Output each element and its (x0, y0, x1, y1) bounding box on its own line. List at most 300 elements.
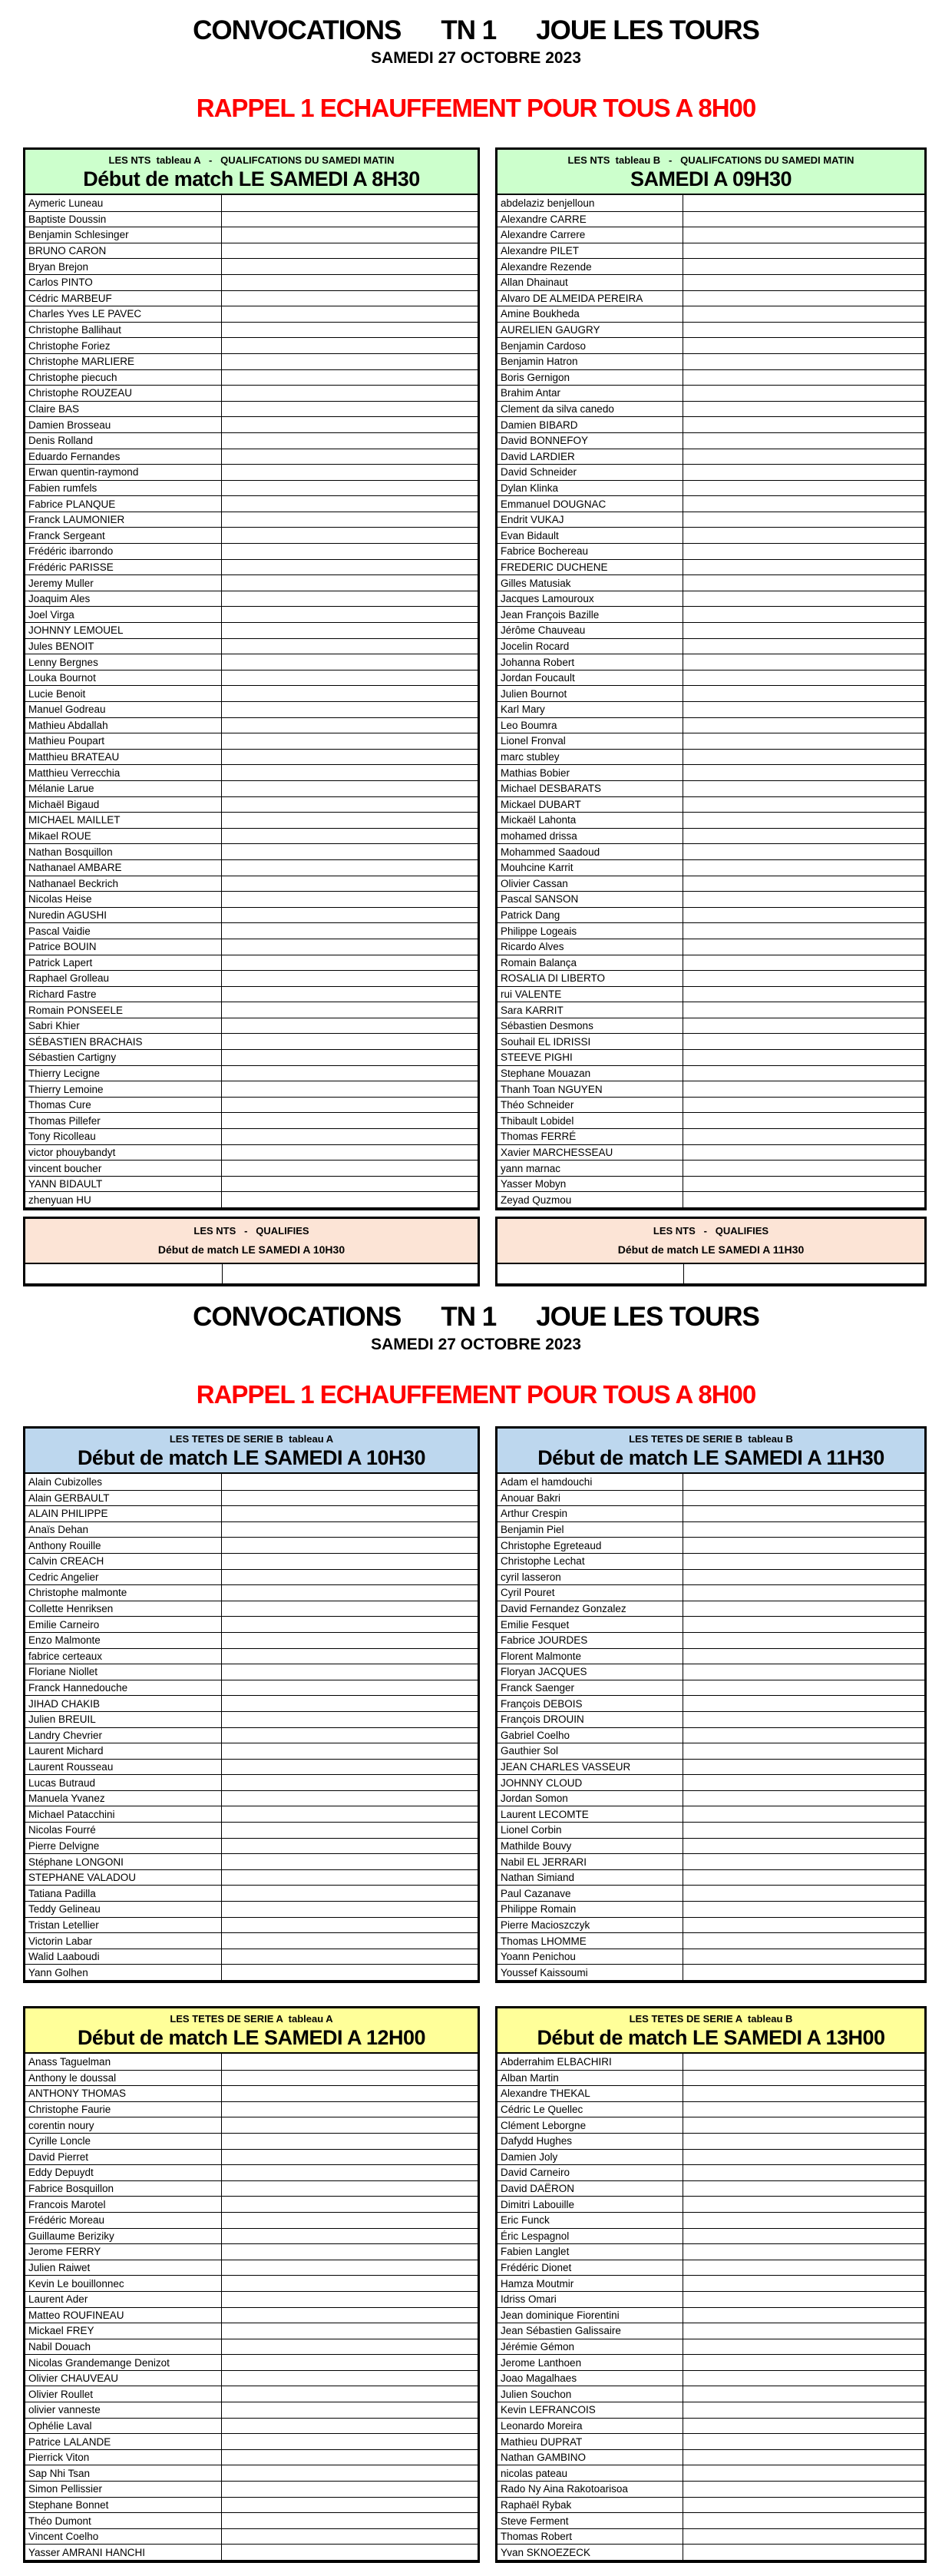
empty-cell (222, 1113, 478, 1128)
empty-cell (222, 2197, 478, 2212)
empty-cell (683, 338, 924, 353)
table-row (25, 306, 478, 322)
table-row (25, 2402, 478, 2418)
table-row (25, 1838, 478, 1854)
empty-cell (222, 987, 478, 1002)
table-row (497, 1806, 924, 1822)
empty-cell (683, 354, 924, 369)
table-row (497, 1474, 924, 1490)
player-name: Fabrice Bosquillon (25, 2181, 222, 2197)
table-row (497, 559, 924, 575)
table-row (25, 1664, 478, 1680)
table-row (497, 638, 924, 654)
empty-cell (222, 2513, 478, 2528)
table-row (25, 2512, 478, 2528)
player-name: rui VALENTE (497, 987, 683, 1002)
table-row (497, 2370, 924, 2386)
player-name: Leonardo Moreira (497, 2419, 683, 2434)
player-name: Alexandre Rezende (497, 259, 683, 274)
empty-cell (222, 2276, 478, 2291)
empty-cell (222, 1601, 478, 1617)
player-name: Gauthier Sol (497, 1743, 683, 1759)
player-name: Matthieu Verrecchia (25, 765, 222, 780)
empty-cell (222, 733, 478, 749)
player-name: ALAIN PHILIPPE (25, 1506, 222, 1521)
table-row (497, 1743, 924, 1759)
player-name: Erwan quentin-raymond (25, 465, 222, 480)
player-name: Benjamin Hatron (497, 354, 683, 369)
empty-cell (222, 718, 478, 733)
empty-cell (222, 1506, 478, 1521)
table-qualifies-b-header (497, 1219, 924, 1264)
table-row (25, 1081, 478, 1097)
table-row (25, 2339, 478, 2355)
player-name: Stéphane LONGONI (25, 1854, 222, 1869)
table-row (497, 401, 924, 417)
table-row (25, 464, 478, 480)
table-row (25, 922, 478, 939)
player-name: Simon Pellissier (25, 2482, 222, 2497)
table-row (25, 369, 478, 386)
player-name: Patrice LALANDE (25, 2434, 222, 2449)
player-name: Emmanuel DOUGNAC (497, 496, 683, 512)
empty-cell (222, 670, 478, 686)
table-row (25, 1474, 478, 1490)
table-nts-b (495, 147, 927, 1210)
table-row (25, 543, 478, 559)
empty-cell (222, 797, 478, 813)
player-name: Steve Ferment (497, 2513, 683, 2528)
empty-cell (683, 496, 924, 512)
empty-cell (222, 259, 478, 274)
title-convocations: CONVOCATIONS (193, 1302, 402, 1332)
title-tournament: TN 1 (441, 15, 497, 45)
empty-cell (683, 1680, 924, 1696)
table-row (25, 1065, 478, 1081)
empty-cell (222, 2355, 478, 2370)
player-name: Laurent Rousseau (25, 1760, 222, 1775)
player-name: Benjamin Schlesinger (25, 227, 222, 243)
player-name: Yasser Mobyn (497, 1177, 683, 1192)
table-row (497, 2402, 924, 2418)
empty-cell (683, 2371, 924, 2386)
empty-cell (222, 1743, 478, 1759)
table-row (25, 1553, 478, 1569)
empty-cell (683, 1491, 924, 1506)
empty-cell (683, 1098, 924, 1113)
empty-cell (683, 2054, 924, 2070)
player-name: Olivier Cassan (497, 876, 683, 892)
table-serie-b-b-rows (497, 1474, 924, 1980)
player-name: zhenyuan HU (25, 1192, 222, 1207)
player-name: Mickaël Lahonta (497, 813, 683, 828)
page-title (0, 15, 952, 46)
empty-cell (683, 1649, 924, 1664)
empty-cell (683, 2419, 924, 2434)
empty-cell (683, 654, 924, 670)
empty-cell (222, 1554, 478, 1569)
table-row (25, 449, 478, 465)
player-name: Eddy Depuydt (25, 2165, 222, 2180)
table-qualifies-a-empty-row (25, 1264, 478, 1283)
table-row (497, 1065, 924, 1081)
player-name: Nuredin AGUSHI (25, 908, 222, 923)
empty-cell (222, 2386, 478, 2402)
table-row (25, 955, 478, 971)
player-name: Eduardo Fernandes (25, 449, 222, 465)
table-row (25, 2307, 478, 2323)
player-name: Mickael DUBART (497, 797, 683, 813)
empty-cell (683, 449, 924, 465)
table-row (25, 2133, 478, 2149)
empty-cell (222, 2419, 478, 2434)
player-name: Laurent Ader (25, 2292, 222, 2307)
table-row (497, 1695, 924, 1711)
table-serie-b-b (495, 1426, 927, 1983)
table-row (497, 2275, 924, 2291)
table-row (25, 1648, 478, 1664)
empty-cell (683, 1506, 924, 1521)
empty-cell (222, 417, 478, 432)
table-row (497, 1537, 924, 1553)
table-row (25, 1885, 478, 1901)
table-row (497, 1885, 924, 1901)
empty-cell (222, 2086, 478, 2101)
empty-cell (222, 433, 478, 449)
empty-cell (683, 2150, 924, 2165)
empty-cell (222, 1728, 478, 1743)
table-row (25, 274, 478, 290)
player-name: Kevin Le bouillonnec (25, 2276, 222, 2291)
empty-cell (222, 1791, 478, 1806)
player-name: Lenny Bergnes (25, 654, 222, 670)
empty-cell (222, 1712, 478, 1727)
empty-cell (683, 1839, 924, 1854)
empty-cell (683, 1145, 924, 1161)
player-name: François DEBOIS (497, 1696, 683, 1711)
table-row (25, 2180, 478, 2197)
player-name: Christophe Foriez (25, 338, 222, 353)
player-name: Philippe Logeais (497, 923, 683, 939)
player-name: cyril lasseron (497, 1570, 683, 1585)
empty-cell (683, 1806, 924, 1822)
player-name: Alain Cubizolles (25, 1474, 222, 1490)
player-name: Gabriel Coelho (497, 1728, 683, 1743)
empty-cell (222, 1680, 478, 1696)
empty-cell (683, 1474, 924, 1490)
table-row (497, 2164, 924, 2180)
empty-cell (683, 227, 924, 243)
table-row (25, 986, 478, 1002)
player-name: Sabri Khier (25, 1018, 222, 1034)
table-row (25, 1097, 478, 1113)
player-name: Zeyad Quzmou (497, 1192, 683, 1207)
table-row (25, 2291, 478, 2307)
empty-cell (222, 1664, 478, 1680)
table-row (497, 717, 924, 733)
table-serie-a-a-rows (25, 2054, 478, 2560)
player-name: Patrick Dang (497, 908, 683, 923)
table-row (25, 606, 478, 622)
table-row (25, 1853, 478, 1869)
table-row (25, 1711, 478, 1727)
empty-cell (222, 560, 478, 575)
empty-cell (222, 623, 478, 638)
empty-cell (222, 860, 478, 876)
player-name: vincent boucher (25, 1161, 222, 1176)
player-name: Christophe Lechat (497, 1554, 683, 1569)
player-name: Victorin Labar (25, 1933, 222, 1949)
table-row (497, 1191, 924, 1207)
empty-cell (222, 1854, 478, 1869)
empty-cell (222, 2260, 478, 2276)
empty-cell (683, 2545, 924, 2560)
empty-cell (222, 2450, 478, 2465)
empty-cell (222, 844, 478, 859)
empty-cell (222, 955, 478, 971)
empty-cell (222, 227, 478, 243)
table-row (25, 1160, 478, 1176)
player-name: Jérôme Chauveau (497, 623, 683, 638)
empty-cell (222, 892, 478, 907)
player-name: Yvan SKNOEZECK (497, 2545, 683, 2560)
empty-cell (683, 433, 924, 449)
empty-cell (222, 1839, 478, 1854)
table-row (25, 1490, 478, 1506)
player-name: Calvin CREACH (25, 1554, 222, 1569)
table-row (25, 591, 478, 607)
empty-cell (222, 876, 478, 892)
table-row (497, 2101, 924, 2117)
table-row (25, 2449, 478, 2465)
table-row (497, 955, 924, 971)
player-name: YANN BIDAULT (25, 1177, 222, 1192)
player-name: Alexandre PILET (497, 243, 683, 259)
table-row (25, 2260, 478, 2276)
table-row (497, 2433, 924, 2449)
empty-cell (683, 939, 924, 955)
table-row (25, 1505, 478, 1521)
table-row (25, 1191, 478, 1207)
empty-cell (683, 275, 924, 290)
player-name: Jean Sébastien Galissaire (497, 2323, 683, 2339)
empty-cell (222, 386, 478, 401)
player-name: Souhail EL IDRISSI (497, 1034, 683, 1049)
table-serie-a-a (23, 2006, 480, 2563)
empty-cell (222, 1870, 478, 1886)
table-row (25, 2117, 478, 2133)
player-name: Cédric MARBEUF (25, 291, 222, 306)
table-row (25, 2386, 478, 2402)
table-row (25, 1632, 478, 1648)
table-row (497, 2528, 924, 2545)
empty-cell (683, 1823, 924, 1838)
empty-cell (683, 2229, 924, 2244)
table-row (497, 591, 924, 607)
table-row (25, 1917, 478, 1933)
empty-cell (683, 1712, 924, 1727)
player-name: abdelaziz benjelloun (497, 195, 683, 211)
table-row (497, 1616, 924, 1632)
empty-cell (683, 512, 924, 528)
player-name: Mohammed Saadoud (497, 844, 683, 859)
empty-cell (222, 1066, 478, 1081)
empty-cell (683, 1177, 924, 1192)
empty-cell (222, 212, 478, 227)
empty-cell (683, 575, 924, 591)
table-row (497, 876, 924, 892)
table-row (497, 1553, 924, 1569)
table-row (25, 2196, 478, 2212)
table-row (497, 2117, 924, 2133)
empty-cell (683, 2117, 924, 2133)
table-qualifies-a (23, 1217, 480, 1286)
table-qualifies-b-empty-row (497, 1264, 924, 1283)
table-row (25, 2370, 478, 2386)
empty-cell (683, 892, 924, 907)
player-name: Brahim Antar (497, 386, 683, 401)
player-name: David DAËRON (497, 2181, 683, 2197)
table-row (497, 258, 924, 274)
empty-cell (683, 750, 924, 765)
player-name: Patrick Lapert (25, 955, 222, 971)
table-row (25, 685, 478, 701)
empty-cell (683, 1854, 924, 1869)
table-serie-a-a-start-time: Début de match LE SAMEDI A 12H00 (77, 2026, 426, 2049)
table-serie-b-a-header (25, 1429, 478, 1474)
player-name: Laurent Michard (25, 1743, 222, 1759)
table-row (497, 1917, 924, 1933)
player-name: Thierry Lemoine (25, 1081, 222, 1097)
table-row (25, 495, 478, 512)
table-row (497, 2497, 924, 2513)
table-row (497, 353, 924, 369)
player-name: Michael Patacchini (25, 1806, 222, 1822)
table-row (25, 416, 478, 432)
empty-cell (222, 1177, 478, 1192)
table-row (25, 2228, 478, 2244)
empty-cell (222, 1161, 478, 1176)
player-name: JEAN CHARLES VASSEUR (497, 1760, 683, 1775)
player-name: Michael DESBARATS (497, 781, 683, 796)
player-name: Cyril Pouret (497, 1585, 683, 1601)
empty-cell (222, 2102, 478, 2117)
table-row (497, 195, 924, 211)
table-row (25, 2544, 478, 2560)
table-row (25, 1790, 478, 1806)
player-name: Christophe Egreteaud (497, 1538, 683, 1553)
empty-cell (683, 560, 924, 575)
empty-cell (683, 955, 924, 971)
empty-cell (683, 2260, 924, 2276)
player-name: Jean dominique Fiorentini (497, 2308, 683, 2323)
page-title-2 (0, 1302, 952, 1333)
empty-cell (683, 1066, 924, 1081)
empty-cell (683, 1728, 924, 1743)
empty-cell (683, 2134, 924, 2149)
empty-cell (683, 2339, 924, 2355)
player-name: Abderrahim ELBACHIRI (497, 2054, 683, 2070)
table-row (497, 1490, 924, 1506)
table-row (497, 1081, 924, 1097)
table-row (497, 796, 924, 813)
empty-cell (683, 195, 924, 211)
table-row (497, 1949, 924, 1965)
empty-cell (222, 2402, 478, 2418)
player-name: SÉBASTIEN BRACHAIS (25, 1034, 222, 1049)
empty-cell (683, 670, 924, 686)
empty-cell (222, 1918, 478, 1933)
empty-cell (683, 2498, 924, 2513)
empty-cell (683, 2434, 924, 2449)
empty-cell (222, 654, 478, 670)
table-row (25, 1727, 478, 1743)
empty-cell (222, 1538, 478, 1553)
table-row (497, 1853, 924, 1869)
empty-cell (683, 987, 924, 1002)
empty-cell (683, 2513, 924, 2528)
player-name: Joel Virga (25, 607, 222, 622)
table-row (497, 1112, 924, 1128)
player-name: Floriane Niollet (25, 1664, 222, 1680)
table-row (25, 290, 478, 306)
player-name: Arthur Crespin (497, 1506, 683, 1521)
player-name: Thomas FERRÉ (497, 1129, 683, 1144)
player-name: Sébastien Cartigny (25, 1050, 222, 1065)
empty-cell (222, 813, 478, 828)
player-name: Christophe Ballihaut (25, 323, 222, 338)
player-name: FREDERIC DUCHENE (497, 560, 683, 575)
empty-cell (683, 1050, 924, 1065)
table-row (497, 939, 924, 955)
table-row (497, 2085, 924, 2101)
table-nts-a-title: LES NTS tableau A - QUALIFCATIONS DU SAMEDI MATIN (108, 154, 395, 166)
table-nts-b-title: LES NTS tableau B - QUALIFCATIONS DU SAMEDI MATIN (567, 154, 854, 166)
table-nts-b-rows (497, 195, 924, 1207)
player-name: Pascal Vaidie (25, 923, 222, 939)
table-row (497, 480, 924, 496)
table-row (25, 1774, 478, 1790)
player-name: Collette Henriksen (25, 1601, 222, 1617)
table-row (25, 1869, 478, 1886)
table-row (497, 211, 924, 227)
player-name: olivier vanneste (25, 2402, 222, 2418)
player-name: Lionel Corbin (497, 1823, 683, 1838)
table-row (497, 2323, 924, 2339)
empty-cell (683, 2086, 924, 2101)
player-name: Nathan GAMBINO (497, 2450, 683, 2465)
player-name: Mathias Bobier (497, 765, 683, 780)
table-row (25, 2070, 478, 2086)
table-row (25, 2149, 478, 2165)
empty-cell (222, 607, 478, 622)
empty-cell (222, 1696, 478, 1711)
player-name: Thomas LHOMME (497, 1933, 683, 1949)
player-name: Youssef Kaissoumi (497, 1965, 683, 1980)
player-name: Alvaro DE ALMEIDA PEREIRA (497, 291, 683, 306)
table-row (25, 2433, 478, 2449)
table-row (497, 1033, 924, 1049)
table-row (497, 2386, 924, 2402)
empty-cell (222, 1902, 478, 1917)
player-name: Nicolas Fourré (25, 1823, 222, 1838)
table-qualifies-a-title: LES NTS - QUALIFIES (193, 1225, 309, 1237)
player-name: Floryan JACQUES (497, 1664, 683, 1680)
empty-cell (683, 291, 924, 306)
empty-cell (683, 923, 924, 939)
empty-cell (222, 2134, 478, 2149)
table-row (25, 512, 478, 528)
